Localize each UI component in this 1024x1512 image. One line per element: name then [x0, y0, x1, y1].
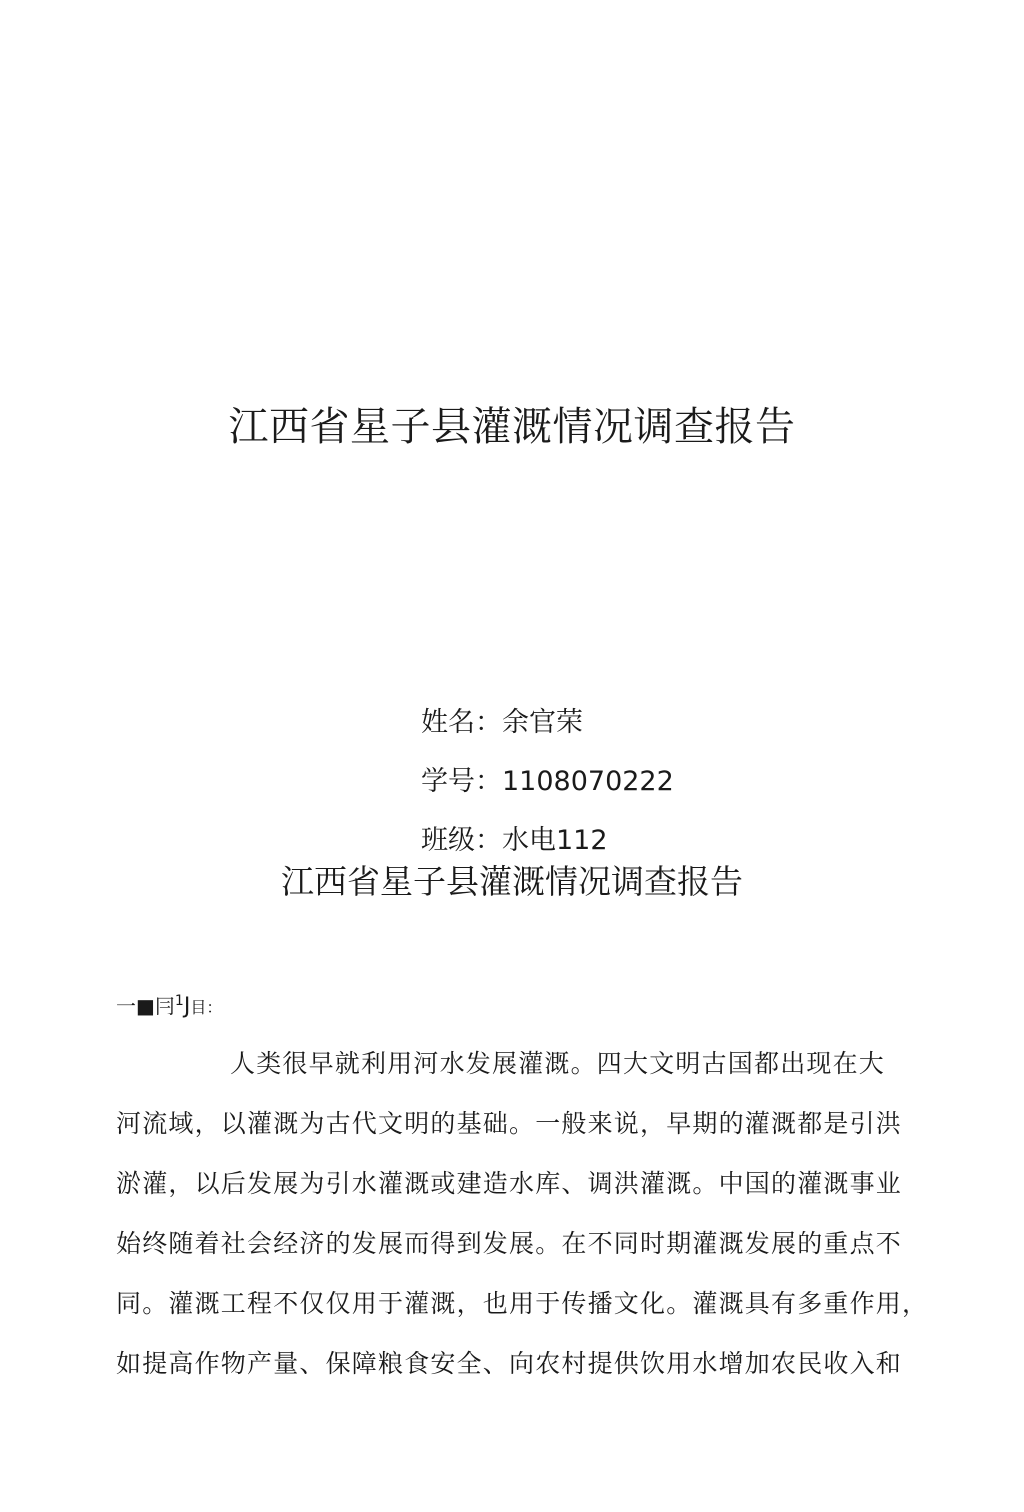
- class-label: 班级：: [421, 825, 502, 856]
- id-value: 1108070222: [502, 766, 674, 797]
- id-label: 学号：: [421, 766, 502, 797]
- paragraph-line: 淤灌，以后发展为引水灌溉或建造水库、调洪灌溉。中国的灌溉事业: [116, 1169, 903, 1198]
- class-value: 水电112: [502, 825, 608, 856]
- section-heading-part3: J: [183, 994, 191, 1019]
- student-name-line: [421, 700, 583, 739]
- paragraph-line: 始终随着社会经济的发展而得到发展。在不同时期灌溉发展的重点不: [116, 1229, 903, 1258]
- body-title: 江西省星子县灌溉情况调查报告: [281, 862, 743, 901]
- paragraph-line: 河流域，以灌溉为古代文明的基础。一般来说，早期的灌溉都是引洪: [116, 1109, 903, 1138]
- section-heading-part2: 1: [174, 993, 184, 1009]
- paragraph-line: 同。灌溉工程不仅仅用于灌溉，也用于传播文化。灌溉具有多重作用，: [116, 1289, 929, 1318]
- cover-title: 江西省星子县灌溉情况调查报告: [228, 404, 796, 450]
- paragraph-line: 人类很早就利用河水发展灌溉。四大文明古国都出现在大: [230, 1049, 886, 1078]
- name-value: 余官荣: [502, 707, 583, 738]
- student-id-line: [421, 759, 674, 798]
- section-heading-part4: 目：: [190, 998, 223, 1017]
- student-class-line: [421, 818, 608, 857]
- section-heading-part1: 一■冃: [116, 994, 175, 1018]
- paragraph-line: 如提高作物产量、保障粮食安全、向农村提供饮用水增加农民收入和: [116, 1349, 903, 1378]
- section-heading: [116, 990, 222, 1019]
- name-label: 姓名：: [421, 707, 502, 738]
